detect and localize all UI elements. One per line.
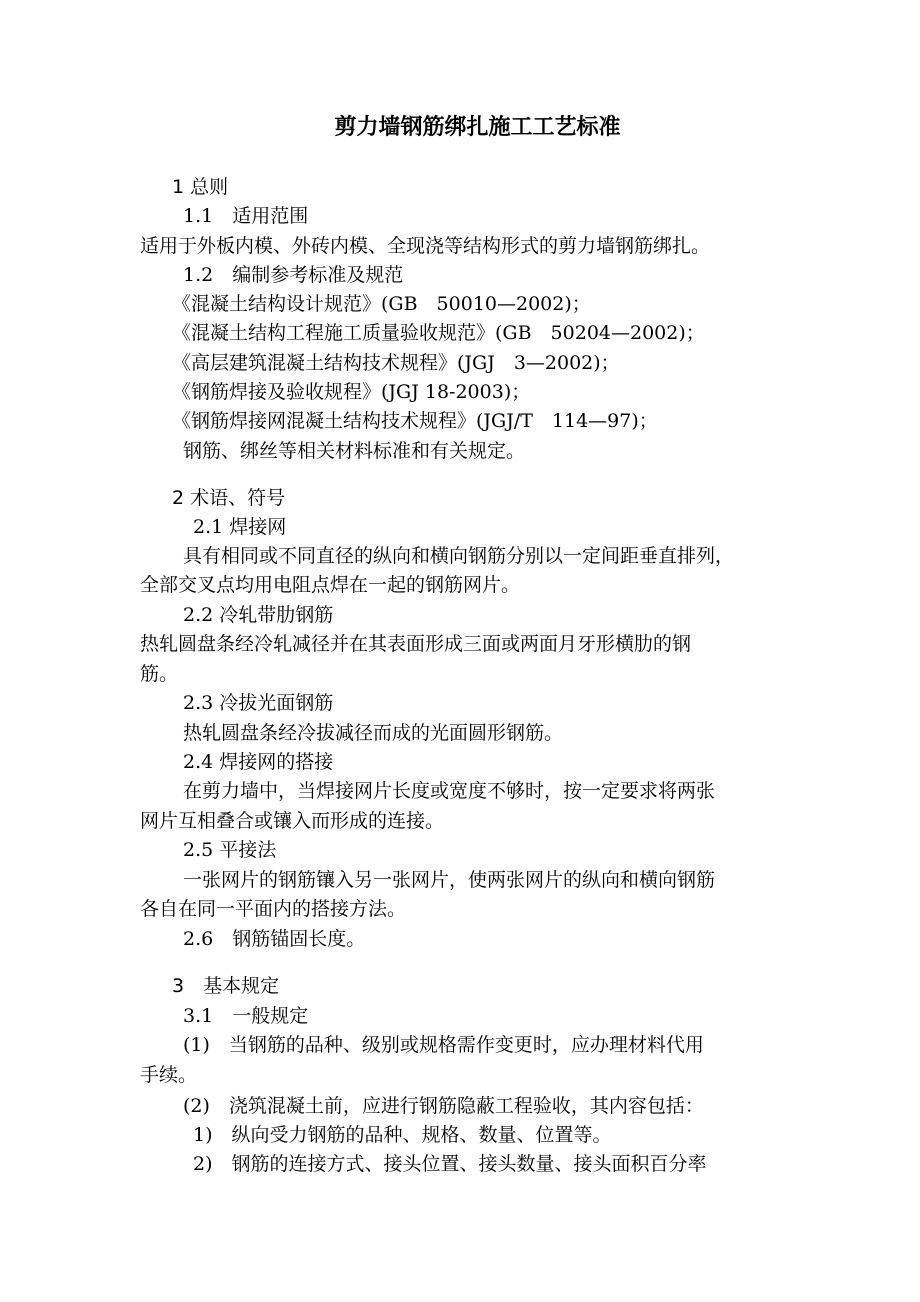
paragraph-2-3: 热轧圆盘条经冷拔减径而成的光面圆形钢筋。 xyxy=(183,722,564,744)
subsection-2-4-heading: 2.4 焊接网的搭接 xyxy=(183,751,334,773)
paragraph-2-5-line-1: 一张网片的钢筋镶入另一张网片，使两张网片的纵向和横向钢筋 xyxy=(183,869,716,891)
paragraph-2-4-line-2: 网片互相叠合或镶入而形成的连接。 xyxy=(140,810,445,832)
reference-2: 《混凝土结构工程施工质量验收规范》(GB 50204—2002)； xyxy=(172,322,705,344)
section-2-heading: 2 术语、符号 xyxy=(172,487,286,509)
paragraph-2-1-line-2: 全部交叉点均用电阻点焊在一起的钢筋网片。 xyxy=(140,574,521,596)
paragraph-2-1-line-1: 具有相同或不同直径的纵向和横向钢筋分别以一定间距垂直排列， xyxy=(183,545,735,567)
subsection-1-1-heading: 1.1 适用范围 xyxy=(183,205,309,227)
reference-6: 钢筋、绑丝等相关材料标准和有关规定。 xyxy=(183,440,526,462)
reference-5: 《钢筋焊接网混凝土结构技术规程》(JGJ/T 114—97)； xyxy=(172,410,658,432)
item-2-sub-1: 1) 纵向受力钢筋的品种、规格、数量、位置等。 xyxy=(193,1124,612,1146)
paragraph-2-4-line-1: 在剪力墙中，当焊接网片长度或宽度不够时，按一定要求将两张 xyxy=(183,780,716,802)
document-title: 剪力墙钢筋绑扎施工工艺标准 xyxy=(334,115,621,140)
item-1-line-1: (1) 当钢筋的品种、级别或规格需作变更时，应办理材料代用 xyxy=(183,1034,704,1056)
subsection-2-6-heading: 2.6 钢筋锚固长度。 xyxy=(183,928,366,950)
subsection-3-1-heading: 3.1 一般规定 xyxy=(183,1005,309,1027)
section-1-heading: 1 总则 xyxy=(172,176,229,198)
paragraph-2-2-line-2: 筋。 xyxy=(140,663,179,685)
subsection-2-3-heading: 2.3 冷拔光面钢筋 xyxy=(183,692,334,714)
reference-3: 《高层建筑混凝土结构技术规程》(JGJ 3—2002)； xyxy=(172,352,620,374)
paragraph-1-1: 适用于外板内模、外砖内模、全现浇等结构形式的剪力墙钢筋绑扎。 xyxy=(140,235,711,257)
reference-4: 《钢筋焊接及验收规程》(JGJ 18-2003)； xyxy=(172,381,531,403)
subsection-2-1-heading: 2.1 焊接网 xyxy=(193,516,287,538)
paragraph-2-2-line-1: 热轧圆盘条经冷轧减径并在其表面形成三面或两面月牙形横肋的钢 xyxy=(140,633,692,655)
subsection-2-2-heading: 2.2 冷轧带肋钢筋 xyxy=(183,604,334,626)
item-2-sub-2: 2) 钢筋的连接方式、接头位置、接头数量、接头面积百分率 xyxy=(193,1153,707,1175)
item-1-line-2: 手续。 xyxy=(140,1064,198,1086)
section-3-heading: 3 基本规定 xyxy=(172,975,280,997)
subsection-1-2-heading: 1.2 编制参考标准及规范 xyxy=(183,264,404,286)
paragraph-2-5-line-2: 各自在同一平面内的搭接方法。 xyxy=(140,898,407,920)
reference-1: 《混凝土结构设计规范》(GB 50010—2002)； xyxy=(172,293,591,315)
subsection-2-5-heading: 2.5 平接法 xyxy=(183,839,277,861)
item-2: (2) 浇筑混凝土前，应进行钢筋隐蔽工程验收，其内容包括： xyxy=(183,1095,704,1117)
